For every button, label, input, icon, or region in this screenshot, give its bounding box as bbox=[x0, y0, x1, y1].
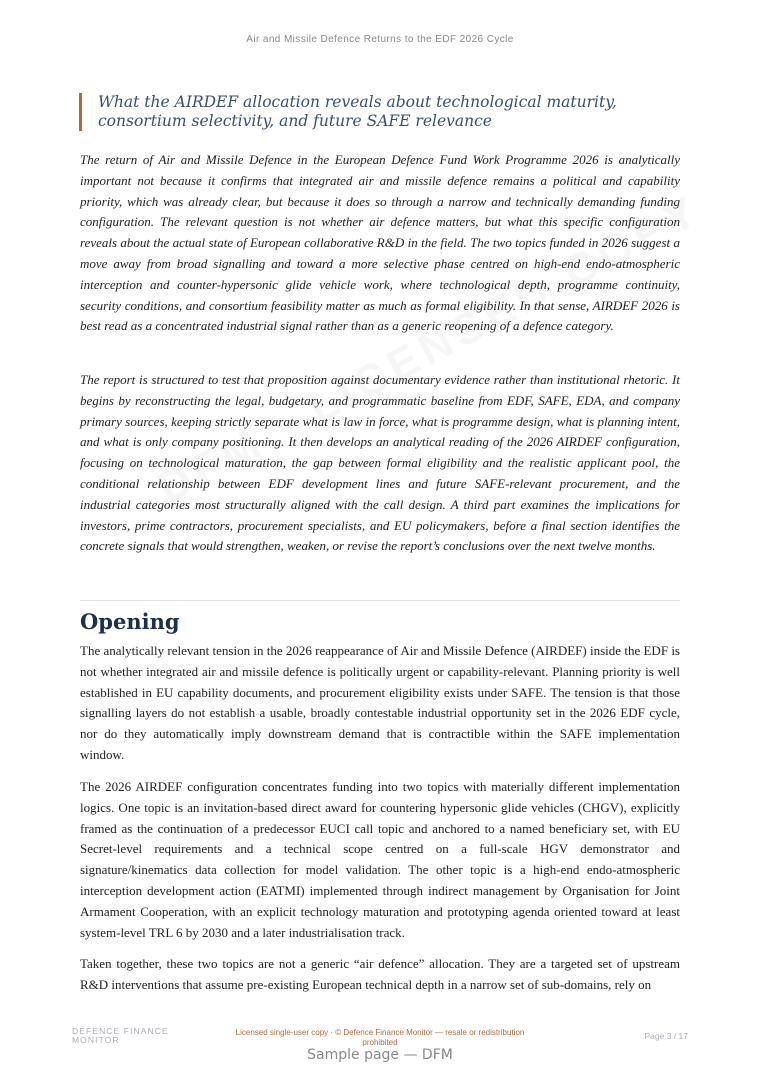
abstract-paragraph-1: The return of Air and Missile Defence in the European Defence Fund Work Programme 2026 is analytically important not because it confirms that integrated air and missile defence remains a political and capability priority, which was already clear, but because it does so through a narrow and technically demanding funding configuration. The relevant question is not whether air defence matters, but what this specific configuration reveals about the actual state of European collaborative R&D in the field. The two topics funded in 2026 suggest a move away from broad signalling and toward a more selective phase centred on high-end endo-atmospheric interception and counter-hypersonic glide vehicle work, where technological depth, programme continuity, security conditions, and consortium feasibility matter as much as formal eligibility. In that sense, AIRDEF 2026 is best read as a concentrated industrial signal rather than as a generic reopening of a defence category. bbox=[80, 152, 680, 334]
section-divider bbox=[80, 600, 680, 601]
sample-page-label: Sample page — DFM bbox=[307, 1047, 453, 1063]
page-number: Page 3 / 17 bbox=[644, 1031, 688, 1041]
running-header-title: Air and Missile Defence Returns to the EDF 2026 Cycle bbox=[246, 34, 514, 45]
abstract-paragraph-2: The report is structured to test that proposition against documentary evidence rather than institutional rhetoric. It begins by reconstructing the legal, budgetary, and programmatic baseline from EDF, SAFE, EDA, and company primary sources, keeping strictly separate what is law in force, what is programme design, what is planning intent, and what is only company positioning. It then develops an analytical reading of the 2026 AIRDEF configuration, focusing on technological maturation, the gap between formal eligibility and the realistic applicant pool, the conditional relationship between EDF development lines and future SAFE-relevant procurement, and the industrial categories most structurally aligned with the call design. A third part examines the implications for investors, prime contractors, procurement specialists, and EU policymakers, before a final section identifies the concrete signals that would strengthen, weaken, or revise the report’s conclusions over the next twelve months. bbox=[80, 372, 680, 554]
opening-paragraph-2: The 2026 AIRDEF configuration concentrates funding into two topics with materially different implementation logics. One topic is an invitation-based direct award for countering hypersonic glide vehicles (CHGV), explicitly framed as the continuation of a predecessor EUCI call topic and anchored to a named beneficiary set, with EU Secret-level requirements and a technical scope centred on a full-scale HGV demonstrator and signature/kinematics data collection for model validation. The other topic is a high-end endo-atmospheric interception development action (EATMI) implemented through indirect management by Organisation for Joint Armament Cooperation, with an explicit technology maturation and prototyping agenda oriented toward at least system-level TRL 6 by 2030 and a later industrialisation track. bbox=[80, 779, 680, 940]
footer-brand-wordmark: DEFENCE FINANCE MONITOR bbox=[72, 1026, 169, 1045]
opening-heading: Opening bbox=[80, 609, 180, 634]
opening-paragraph-3: Taken together, these two topics are not a generic “air defence” allocation. They are a targeted set of upstream R&D interventions that assume pre-existing European technical depth in a narrow set of sub-domains, rely on bbox=[80, 956, 680, 992]
opening-paragraph-1: The analytically relevant tension in the 2026 reappearance of Air and Missile Defence (AIRDEF) inside the EDF is not whether integrated air and missile defence is politically urgent or capability-relevant. Planning priority is well established in EU capability documents, and procurement eligibility exists under SAFE. The tension is that those signalling layers do not establish a usable, broadly contestable industrial opportunity set in the 2026 EDF cycle, nor do they automatically imply downstream demand that is contractible within the SAFE implementation window. bbox=[80, 643, 680, 762]
footer-license-notice: Licensed single-user copy · © Defence Finance Monitor — resale or redistribution prohibited bbox=[235, 1028, 525, 1047]
section-pullquote: What the AIRDEF allocation reveals about technological maturity, consortium selectivity, and future SAFE relevance bbox=[79, 93, 658, 131]
